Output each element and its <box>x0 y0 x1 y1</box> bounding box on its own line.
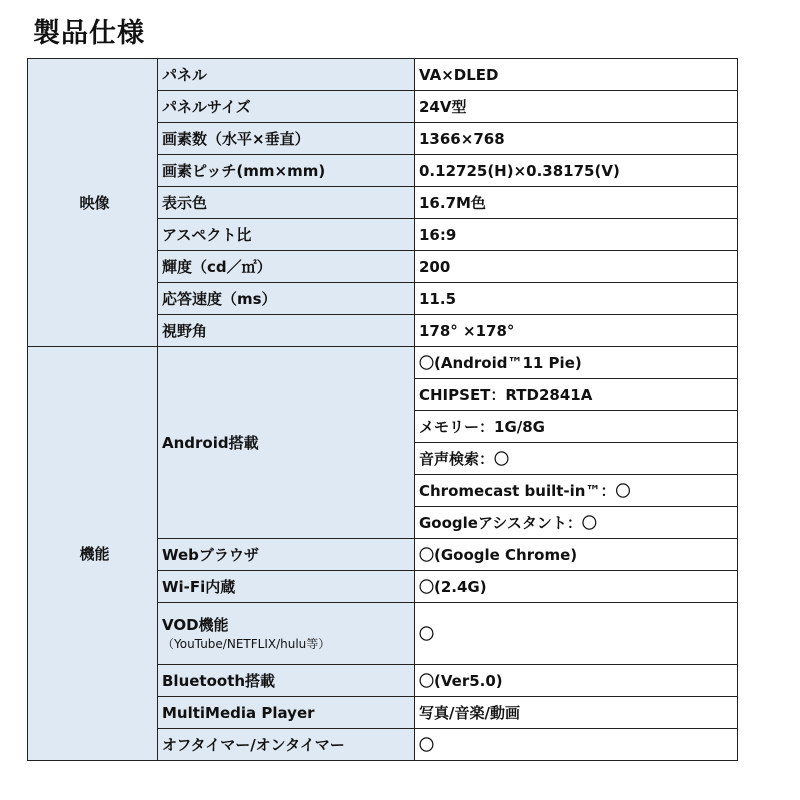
value-cell: 0.12725(H)×0.38175(V) <box>415 155 738 187</box>
item-cell: Webブラウザ <box>158 539 415 571</box>
value-cell: メモリー：1G/8G <box>415 411 738 443</box>
value-cell: 〇 <box>415 729 738 761</box>
value-cell: 200 <box>415 251 738 283</box>
item-sublabel: （YouTube/NETFLIX/hulu等） <box>162 636 331 651</box>
value-cell: 〇(Android™11 Pie) <box>415 347 738 379</box>
category-cell-video: 映像 <box>28 59 158 347</box>
item-cell-vod <box>158 603 415 665</box>
item-cell: パネルサイズ <box>158 91 415 123</box>
value-cell: 〇(2.4G) <box>415 571 738 603</box>
value-cell: 音声検索：〇 <box>415 443 738 475</box>
value-cell: 〇(Google Chrome) <box>415 539 738 571</box>
value-cell: 写真/音楽/動画 <box>415 697 738 729</box>
item-cell: 画素数（水平×垂直） <box>158 123 415 155</box>
value-cell: 16:9 <box>415 219 738 251</box>
table-row <box>28 347 738 379</box>
item-cell: 表示色 <box>158 187 415 219</box>
value-cell: 1366×768 <box>415 123 738 155</box>
item-cell: 画素ピッチ(mm×mm) <box>158 155 415 187</box>
value-cell: 24V型 <box>415 91 738 123</box>
item-cell: MultiMedia Player <box>158 697 415 729</box>
value-cell: 11.5 <box>415 283 738 315</box>
value-cell: VA×DLED <box>415 59 738 91</box>
value-cell: CHIPSET：RTD2841A <box>415 379 738 411</box>
item-cell: Wi-Fi内蔵 <box>158 571 415 603</box>
spec-table <box>27 58 738 761</box>
value-cell: 〇 <box>415 603 738 665</box>
item-label: VOD機能 <box>162 615 229 634</box>
page-title: 製品仕様 <box>33 18 145 49</box>
item-cell: 輝度（cd／㎡） <box>158 251 415 283</box>
item-cell: 視野角 <box>158 315 415 347</box>
value-cell: Chromecast built-in™：〇 <box>415 475 738 507</box>
value-cell: 〇(Ver5.0) <box>415 665 738 697</box>
item-cell: パネル <box>158 59 415 91</box>
table-row <box>28 59 738 91</box>
value-cell: 178° ×178° <box>415 315 738 347</box>
item-cell-android: Android搭載 <box>158 347 415 539</box>
item-cell: 応答速度（ms） <box>158 283 415 315</box>
value-cell: Googleアシスタント：〇 <box>415 507 738 539</box>
item-cell: Bluetooth搭載 <box>158 665 415 697</box>
item-cell: オフタイマー/オンタイマー <box>158 729 415 761</box>
category-cell-features: 機能 <box>28 347 158 761</box>
value-cell: 16.7M色 <box>415 187 738 219</box>
item-cell: アスペクト比 <box>158 219 415 251</box>
